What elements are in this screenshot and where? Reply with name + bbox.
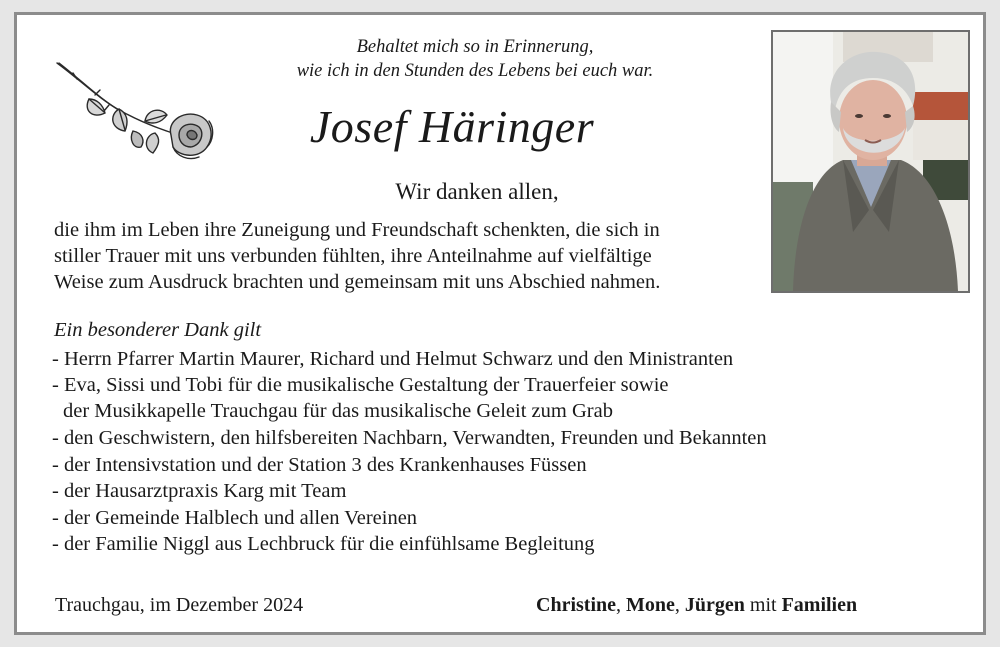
portrait-photo (771, 30, 970, 293)
thanks-list-item: - der Hausarztpraxis Karg mit Team (52, 480, 347, 502)
signatory-name: Jürgen (684, 594, 745, 616)
signatory-name: Christine (536, 594, 616, 616)
thanks-list-item: - der Gemeinde Halblech und allen Vereinen (52, 507, 418, 529)
thanks-list-item: - den Geschwistern, den hilfsbereiten Nachbarn, Verwandten, Freunden und Bekannten (52, 427, 767, 449)
thanks-heading: Wir danken allen, (395, 179, 559, 204)
motto-line-2: wie ich in den Stunden des Lebens bei euch war. (296, 61, 654, 81)
signatories (536, 592, 857, 618)
thanks-list-item: der Musikkapelle Trauchgau für das musikalische Geleit zum Grab (63, 400, 613, 422)
thanks-text-line: Weise zum Ausdruck brachten und gemeinsam mit uns Abschied nahmen. (54, 271, 661, 293)
deceased-name: Josef Häringer (309, 101, 595, 152)
thanks-list-item: - der Familie Niggl aus Lechbruck für die einfühlsame Begleitung (52, 533, 595, 555)
place-and-date: Trauchgau, im Dezember 2024 (55, 594, 304, 616)
thanks-list-item: - der Intensivstation und der Station 3 des Krankenhauses Füssen (52, 454, 587, 476)
separator: , (674, 594, 685, 616)
thanks-text-line: die ihm im Leben ihre Zuneigung und Freundschaft schenkten, die sich in (54, 219, 660, 241)
signatory-name: Familien (781, 594, 858, 616)
connector-text: mit (744, 594, 782, 616)
thanks-list-item: - Eva, Sissi und Tobi für die musikalische Gestaltung der Trauerfeier sowie (52, 374, 669, 396)
signatory-name: Mone (626, 594, 675, 616)
separator: , (616, 594, 626, 616)
motto-line-1: Behaltet mich so in Erinnerung, (356, 37, 594, 57)
thanks-list-item: - Herrn Pfarrer Martin Maurer, Richard und Helmut Schwarz und den Ministranten (52, 348, 734, 370)
obituary-notice (14, 12, 986, 635)
special-thanks-heading: Ein besonderer Dank gilt (54, 319, 262, 341)
thanks-text-line: stiller Trauer mit uns verbunden fühlten, ihre Anteilnahme auf vielfältige (54, 245, 652, 267)
